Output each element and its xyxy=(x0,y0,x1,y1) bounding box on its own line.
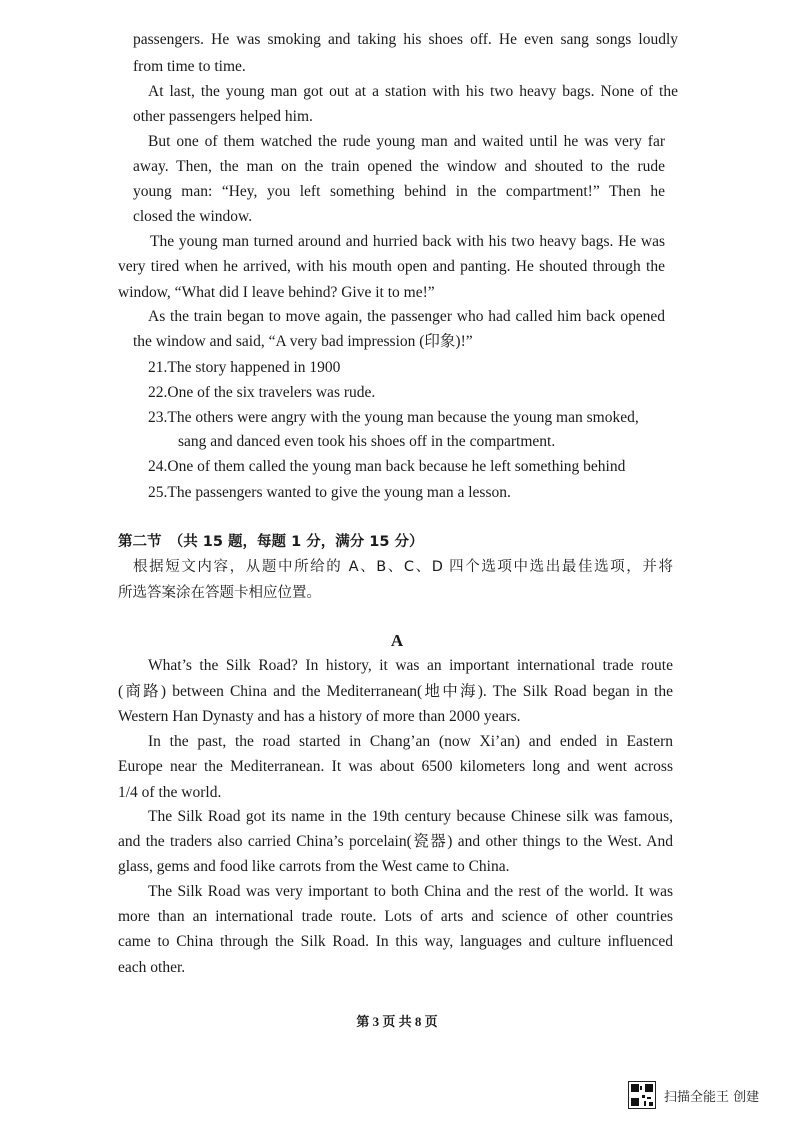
statement-22: 22.One of the six travelers was rude. xyxy=(148,384,376,401)
scanner-label: 扫描全能王 创建 xyxy=(664,1089,760,1105)
section-instruction-line2: 所选答案涂在答题卡相应位置。 xyxy=(118,585,321,601)
passage-p3-line1: The Silk Road got its name in the 19th century because Chinese silk was famous, xyxy=(148,808,673,825)
passage-p4-line1: The Silk Road was very important to both China and the rest of the world. It was xyxy=(148,883,673,900)
statement-21: 21.The story happened in 1900 xyxy=(148,359,341,376)
story-p1-line2: from time to time. xyxy=(133,58,246,75)
passage-p2-line1: In the past, the road started in Chang’an (now Xi’an) and ended in Eastern xyxy=(148,733,673,750)
section-heading: 第二节 （共 15 题，每题 1 分，满分 15 分） xyxy=(118,534,424,550)
story-p4-line2: very tired when he arrived, with his mouth open and panting. He shouted through the xyxy=(118,258,665,275)
story-p2-line2: other passengers helped him. xyxy=(133,108,313,125)
page-number: 第 3 页 共 8 页 xyxy=(356,1014,438,1029)
passage-p4-line3: came to China through the Silk Road. In this way, languages and culture influenced xyxy=(118,933,673,950)
story-p4-line3: window, “What did I leave behind? Give it to me!” xyxy=(118,284,435,301)
passage-p2-line3: 1/4 of the world. xyxy=(118,784,222,801)
passage-p2-line2: Europe near the Mediterranean. It was about 6500 kilometers long and went across xyxy=(118,758,673,775)
story-p3-line1: But one of them watched the rude young man and waited until he was very far xyxy=(148,133,665,150)
section-instruction-line1: 根据短文内容，从题中所给的 A、B、C、D 四个选项中选出最佳选项，并将 xyxy=(133,559,673,575)
story-p5-line1: As the train began to move again, the passenger who had called him back opened xyxy=(148,308,665,325)
statement-24: 24.One of them called the young man back because he left something behind xyxy=(148,458,626,475)
story-p3-line4: closed the window. xyxy=(133,208,253,225)
passage-p1-line2: (商路) between China and the Mediterranean(地中海). The Silk Road began in the xyxy=(118,683,673,700)
story-p4-line1: The young man turned around and hurried back with his two heavy bags. He was xyxy=(150,233,665,250)
passage-p4-line4: each other. xyxy=(118,959,186,976)
story-p3-line2: away. Then, the man on the train opened the window and shouted to the rude xyxy=(133,158,665,175)
qr-code-icon xyxy=(628,1081,656,1109)
passage-p1-line3: Western Han Dynasty and has a history of more than 2000 years. xyxy=(118,708,521,725)
passage-p1-line1: What’s the Silk Road? In history, it was an important international trade route xyxy=(148,657,673,674)
story-p1-line1: passengers. He was smoking and taking his shoes off. He even sang songs loudly xyxy=(133,31,678,48)
passage-title: A xyxy=(390,631,404,650)
statement-25: 25.The passengers wanted to give the young man a lesson. xyxy=(148,484,511,501)
statement-23: 23.The others were angry with the young man because the young man smoked, xyxy=(148,409,639,426)
scanner-watermark xyxy=(628,1080,759,1110)
statement-23-continued: sang and danced even took his shoes off in the compartment. xyxy=(178,433,556,450)
story-p3-line3: young man: “Hey, you left something behind in the compartment!” Then he xyxy=(133,183,665,200)
passage-p3-line2: and the traders also carried China’s porcelain(瓷器) and other things to the West. And xyxy=(118,833,673,850)
passage-p4-line2: more than an international trade route. Lots of arts and science of other countries xyxy=(118,908,673,925)
story-p2-line1: At last, the young man got out at a station with his two heavy bags. None of the xyxy=(148,83,678,100)
passage-p3-line3: glass, gems and food like carrots from the West came to China. xyxy=(118,858,510,875)
story-p5-line2: the window and said, “A very bad impression (印象)!” xyxy=(133,333,473,350)
